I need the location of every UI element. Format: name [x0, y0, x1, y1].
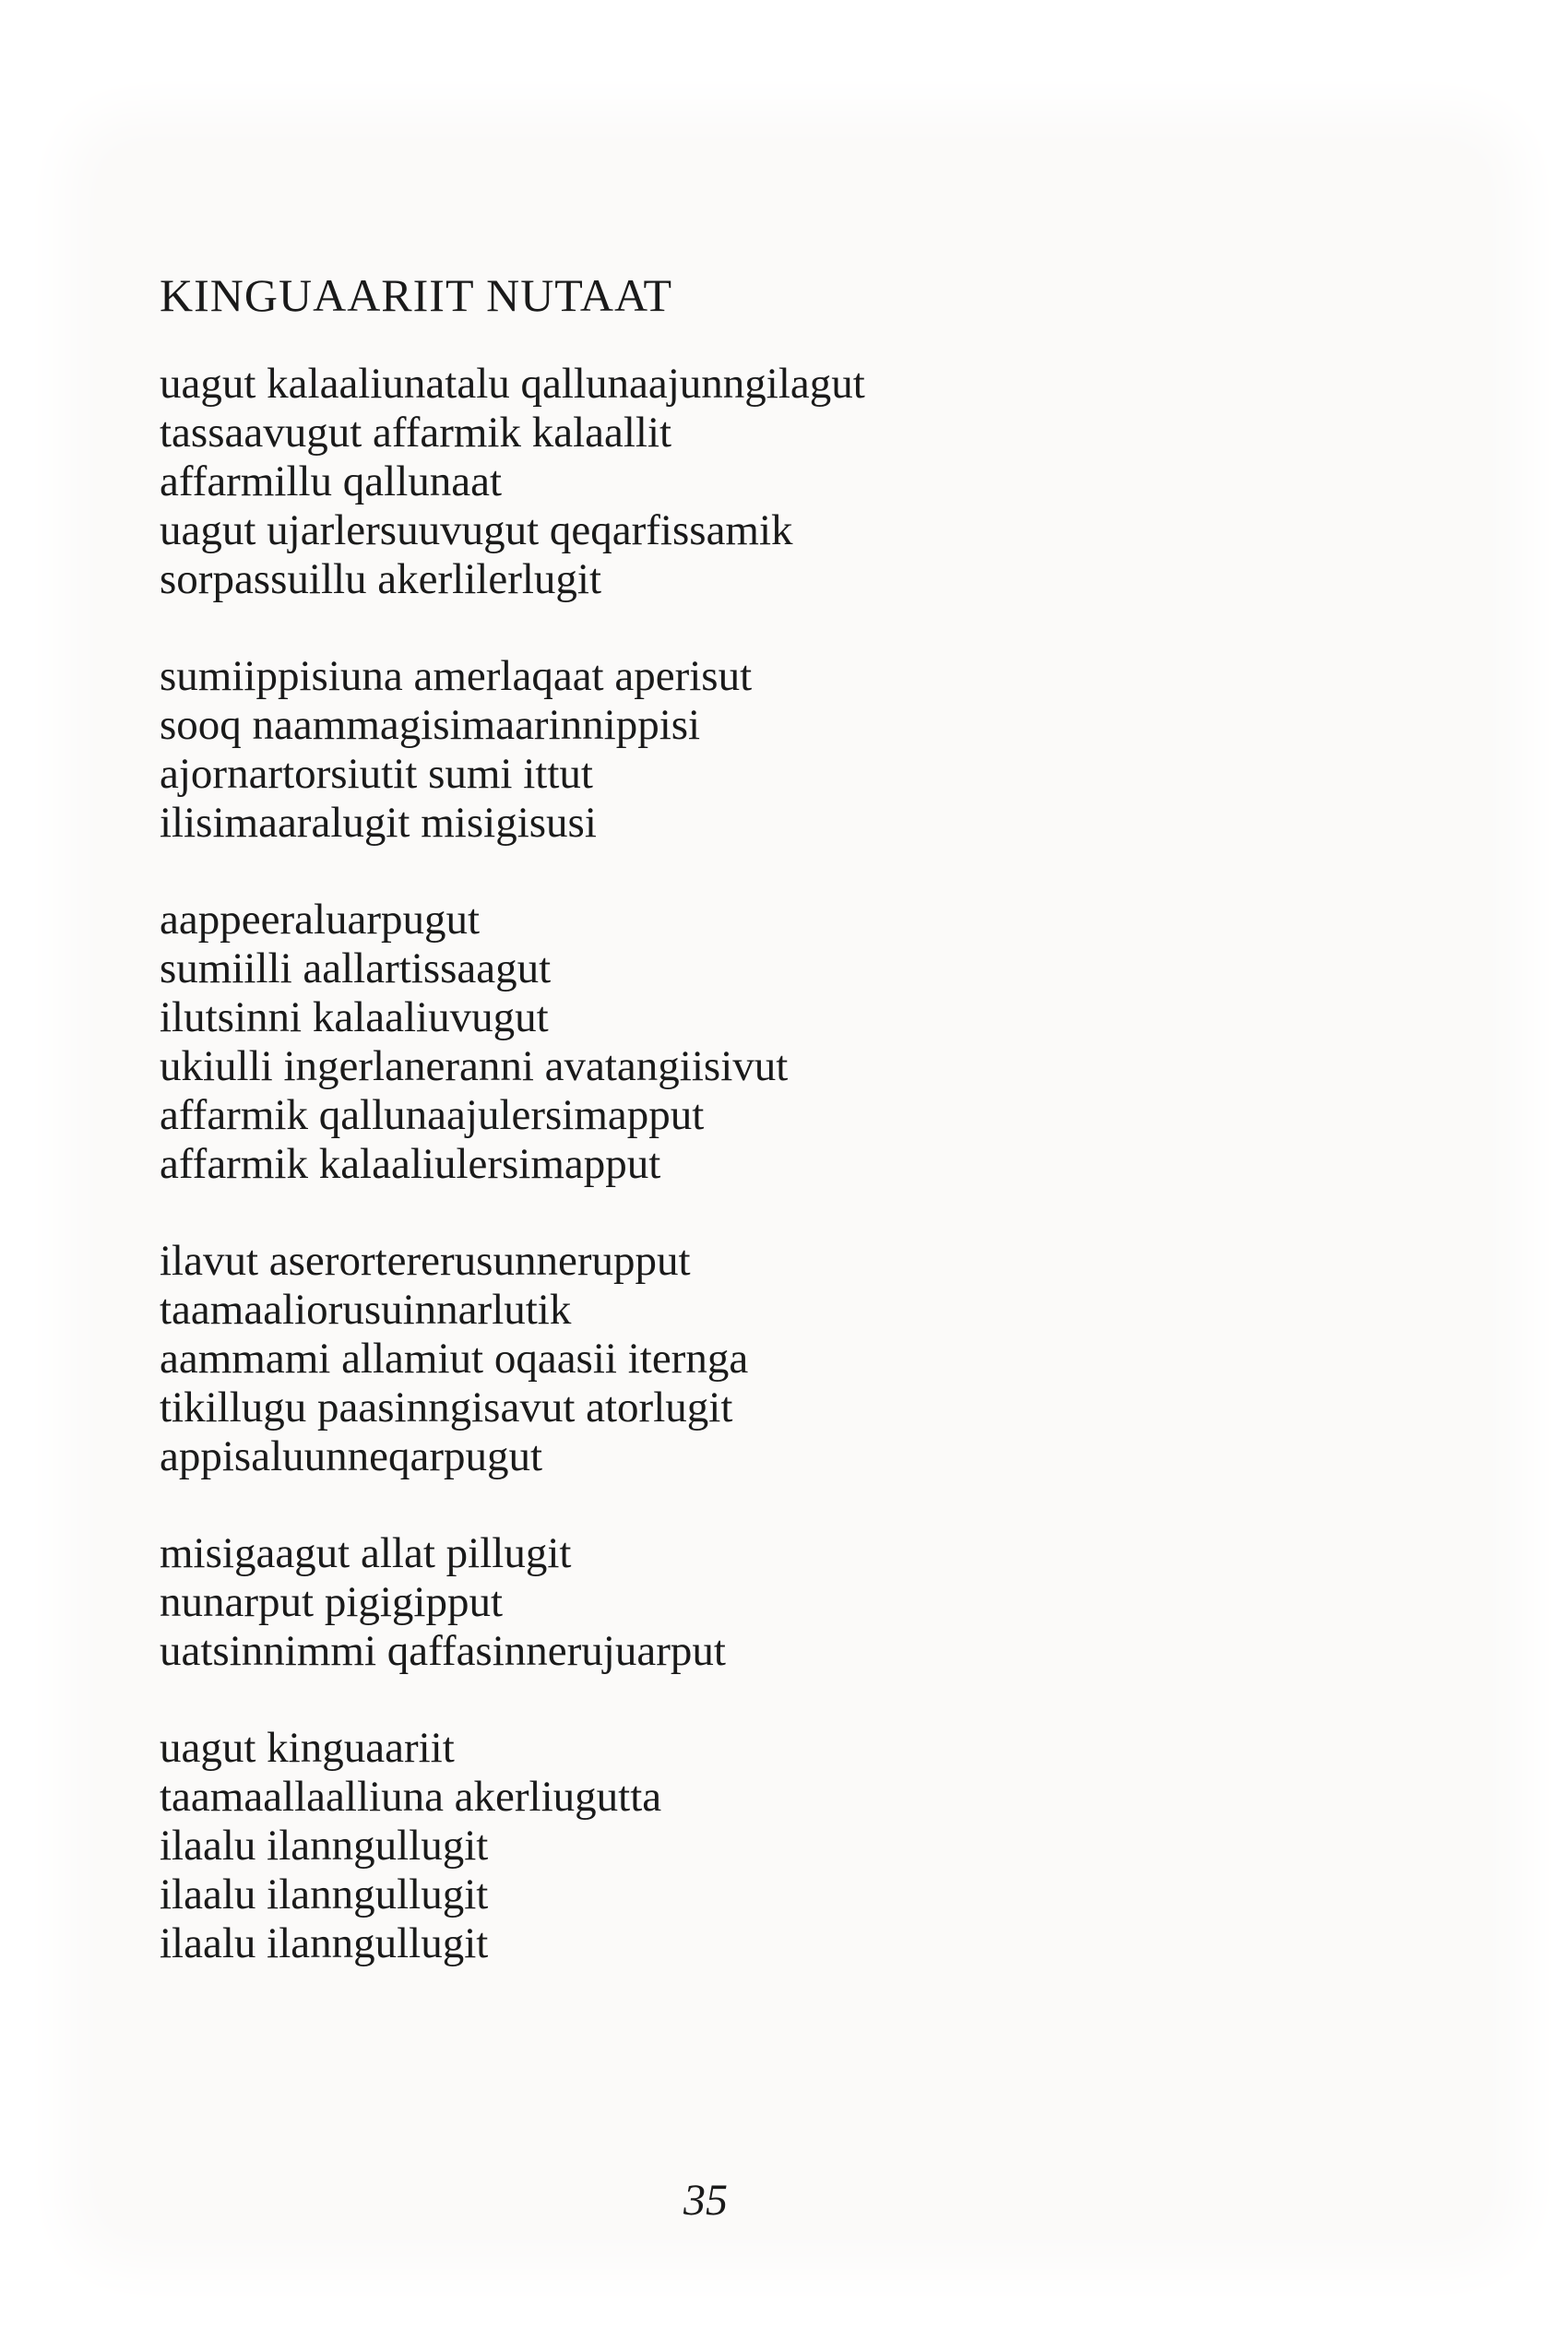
poem-line: uagut kalaaliunatalu qallunaajunngilagut — [160, 360, 865, 408]
poem-line: ilaalu ilanngullugit — [160, 1822, 489, 1870]
poem-line: ajornartorsiutit sumi ittut — [160, 750, 593, 798]
poem-line: sumiilli aallartissaagut — [160, 944, 552, 992]
poem-line: ilutsinni kalaaliuvugut — [160, 993, 549, 1041]
poem-line: aammami allamiut oqaasii iternga — [160, 1335, 749, 1383]
poem-line: misigaagut allat pillugit — [160, 1529, 572, 1577]
poem-line: taamaaliorusuinnarlutik — [160, 1286, 572, 1334]
poem-line: ilaalu ilanngullugit — [160, 1871, 489, 1918]
poem-title: KINGUAARIIT NUTAAT — [160, 269, 673, 321]
poem-line: nunarput pigigipput — [160, 1578, 504, 1626]
poem-line: uatsinnimmi qaffasinnerujuarput — [160, 1627, 726, 1675]
poem-line: sumiippisiuna amerlaqaat aperisut — [160, 652, 753, 700]
poem-line: sooq naammagisimaarinnippisi — [160, 701, 701, 749]
poem-line: ilaalu ilanngullugit — [160, 1919, 489, 1967]
poem-line: uagut kinguaariit — [160, 1724, 455, 1772]
poem-line: ukiulli ingerlaneranni avatangiisivut — [160, 1042, 789, 1090]
poem-line: appisaluunneqarpugut — [160, 1432, 543, 1480]
stanza-1 — [160, 360, 1359, 604]
poem-line: tikillugu paasinngisavut atorlugit — [160, 1384, 733, 1431]
poem-line: ilavut aserortererusunnerupput — [160, 1237, 691, 1285]
poem-line: taamaallaalliuna akerliugutta — [160, 1773, 662, 1821]
poem-line: tassaavugut affarmik kalaallit — [160, 409, 672, 457]
poem-line: affarmik kalaaliulersimapput — [160, 1140, 661, 1188]
page-number: 35 — [683, 2176, 728, 2225]
stanza-2 — [160, 652, 1359, 848]
poem-line: uagut ujarlersuuvugut qeqarfissamik — [160, 506, 793, 554]
poem-line: aappeeraluarpugut — [160, 896, 481, 944]
stanza-4 — [160, 1237, 1359, 1481]
poem-line: affarmillu qallunaat — [160, 457, 503, 505]
poem — [160, 267, 1359, 2016]
poem-line: sorpassuillu akerlilerlugit — [160, 555, 602, 603]
poem-line: affarmik qallunaajulersimapput — [160, 1091, 705, 1139]
stanza-3 — [160, 896, 1359, 1189]
stanza-5 — [160, 1529, 1359, 1676]
stanza-6 — [160, 1724, 1359, 1968]
poem-line: ilisimaaralugit misigisusi — [160, 799, 597, 847]
